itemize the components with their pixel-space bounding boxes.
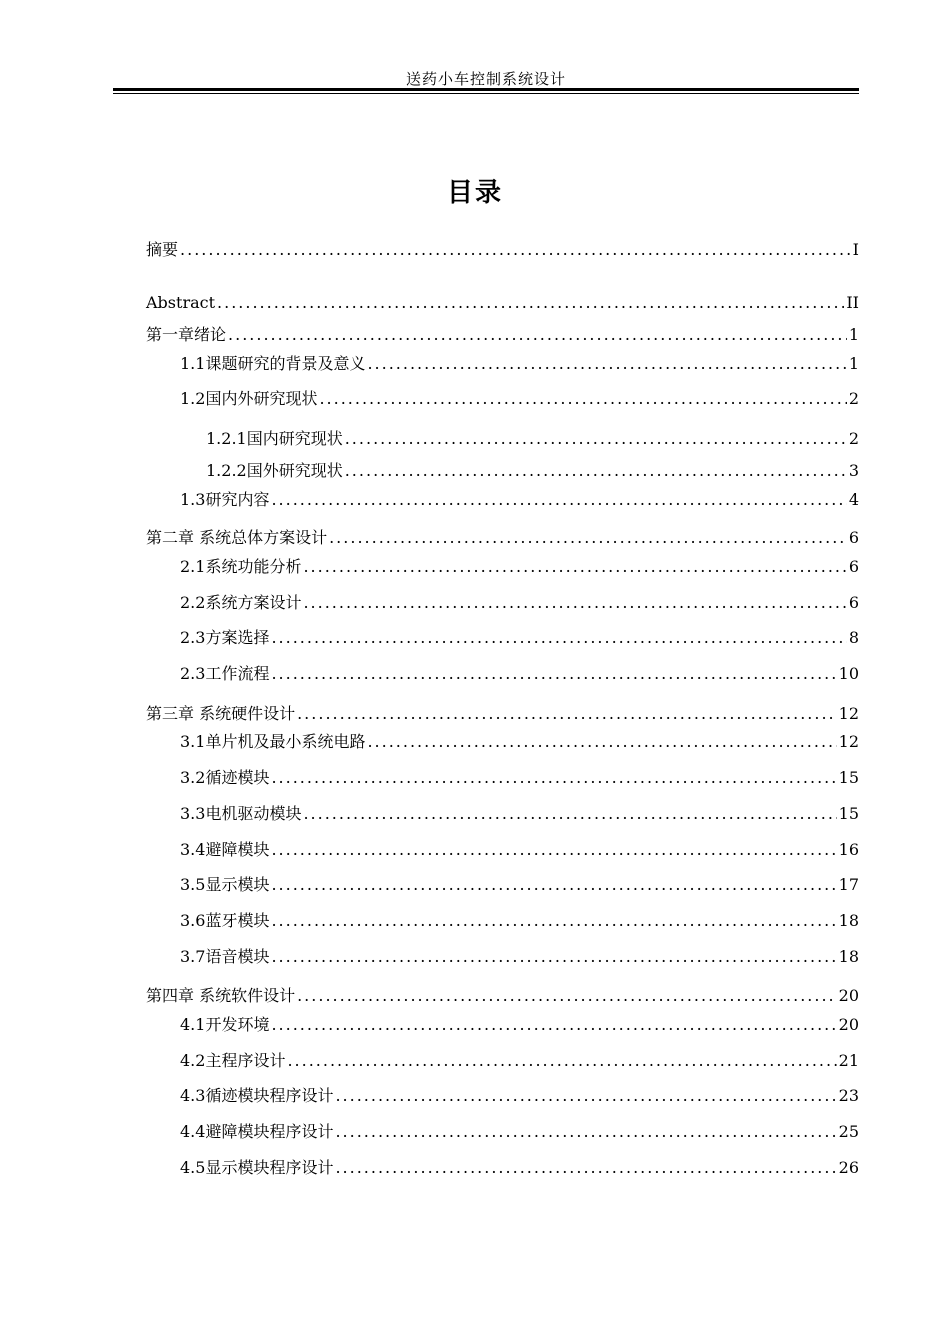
toc-entry-page: 2 (848, 429, 859, 448)
toc-entry-label: 1.2.2国外研究现状 (206, 461, 343, 480)
toc-entry-label: 2.3工作流程 (180, 664, 270, 683)
toc-entry-label: 3.4避障模块 (180, 840, 270, 859)
toc-entry[interactable] (180, 664, 859, 684)
toc-entry-label: 4.5显示模块程序设计 (180, 1158, 334, 1177)
toc-entry[interactable] (146, 528, 859, 548)
toc-leader-dots (303, 557, 846, 577)
toc-entry-label: 3.3电机驱动模块 (180, 804, 302, 823)
toc-entry-page: 3 (848, 461, 859, 480)
toc-entry-page: 2 (848, 389, 859, 408)
toc-entry[interactable] (206, 461, 859, 481)
toc-entry-page: 21 (838, 1051, 859, 1070)
toc-entry[interactable] (180, 389, 859, 409)
toc-entry[interactable] (146, 240, 859, 260)
toc-entry-label: 第二章 系统总体方案设计 (146, 528, 328, 547)
toc-entry[interactable] (146, 293, 859, 313)
toc-entry[interactable] (180, 1158, 859, 1178)
toc-leader-dots (271, 875, 836, 895)
toc-entry-page: 4 (848, 490, 859, 509)
toc-entry-page: 20 (838, 986, 859, 1005)
toc-leader-dots (297, 986, 837, 1006)
toc-entry-page: 1 (848, 354, 859, 373)
toc-entry-page: 10 (838, 664, 859, 683)
toc-entry-label: 4.4避障模块程序设计 (180, 1122, 334, 1141)
toc-entry[interactable] (180, 875, 859, 895)
toc-entry-page: 6 (848, 593, 859, 612)
toc-leader-dots (335, 1158, 836, 1178)
toc-entry-label: Abstract (146, 293, 216, 312)
toc-leader-dots (335, 1122, 836, 1142)
toc-leader-dots (303, 804, 836, 824)
toc-leader-dots (217, 293, 844, 313)
toc-entry-label: 3.7语音模块 (180, 947, 270, 966)
toc-entry[interactable] (180, 354, 859, 374)
toc-leader-dots (271, 664, 836, 684)
toc-entry[interactable] (180, 1015, 859, 1035)
toc-entry-label: 第一章绪论 (146, 325, 227, 344)
toc-entry-page: 18 (838, 911, 859, 930)
toc-leader-dots (271, 490, 846, 510)
toc-entry[interactable] (180, 732, 859, 752)
toc-leader-dots (271, 628, 846, 648)
toc-leader-dots (180, 240, 851, 260)
toc-entry-page: 6 (848, 528, 859, 547)
toc-leader-dots (329, 528, 847, 548)
toc-entry-page: 15 (838, 804, 859, 823)
toc-entry-page: 17 (838, 875, 859, 894)
toc-entry[interactable] (180, 911, 859, 931)
toc-title: 目录 (446, 178, 503, 208)
toc-entry[interactable] (180, 490, 859, 510)
toc-entry-label: 4.1开发环境 (180, 1015, 270, 1034)
toc-entry-page: 18 (838, 947, 859, 966)
toc-leader-dots (297, 704, 837, 724)
toc-entry-page: 20 (838, 1015, 859, 1034)
toc-entry-label: 1.1课题研究的背景及意义 (180, 354, 366, 373)
toc-entry[interactable] (180, 804, 859, 824)
toc-entry-page: 23 (838, 1086, 859, 1105)
toc-leader-dots (335, 1086, 836, 1106)
toc-entry-label: 3.2循迹模块 (180, 768, 270, 787)
toc-entry-page: I (852, 240, 859, 259)
toc-entry[interactable] (180, 1086, 859, 1106)
toc-entry-label: 1.2.1国内研究现状 (206, 429, 343, 448)
toc-entry[interactable] (180, 1122, 859, 1142)
toc-entry[interactable] (180, 593, 859, 613)
toc-entry[interactable] (180, 768, 859, 788)
toc-entry[interactable] (180, 947, 859, 967)
toc-entry-label: 4.3循迹模块程序设计 (180, 1086, 334, 1105)
toc-entry-label: 3.5显示模块 (180, 875, 270, 894)
toc-leader-dots (271, 1015, 836, 1035)
toc-entry[interactable] (146, 325, 859, 345)
toc-entry-page: 12 (838, 704, 859, 723)
toc-leader-dots (228, 325, 847, 345)
toc-entry[interactable] (146, 704, 859, 724)
toc-entry-label: 3.1单片机及最小系统电路 (180, 732, 366, 751)
toc-leader-dots (367, 354, 846, 374)
toc-entry-page: 25 (838, 1122, 859, 1141)
toc-leader-dots (271, 911, 836, 931)
toc-entry[interactable] (206, 429, 859, 449)
toc-entry-label: 摘要 (146, 240, 179, 259)
toc-leader-dots (345, 429, 847, 449)
toc-entry[interactable] (146, 986, 859, 1006)
toc-entry[interactable] (180, 557, 859, 577)
toc-leader-dots (271, 947, 836, 967)
toc-entry-page: 6 (848, 557, 859, 576)
toc-entry-label: 2.2系统方案设计 (180, 593, 302, 612)
toc-entry-page: 12 (838, 732, 859, 751)
toc-entry[interactable] (180, 628, 859, 648)
toc-entry-label: 1.3研究内容 (180, 490, 270, 509)
toc-entry-label: 第四章 系统软件设计 (146, 986, 296, 1005)
toc-leader-dots (287, 1051, 836, 1071)
toc-leader-dots (271, 840, 836, 860)
toc-leader-dots (319, 389, 846, 409)
toc-entry-page: 8 (848, 628, 859, 647)
toc-leader-dots (367, 732, 836, 752)
toc-entry[interactable] (180, 840, 859, 860)
toc-entry-label: 第三章 系统硬件设计 (146, 704, 296, 723)
toc-leader-dots (303, 593, 846, 613)
toc-leader-dots (271, 768, 836, 788)
toc-entry-page: 16 (838, 840, 859, 859)
toc-entry-label: 1.2国内外研究现状 (180, 389, 318, 408)
toc-entry[interactable] (180, 1051, 859, 1071)
toc-entry-label: 2.3方案选择 (180, 628, 270, 647)
toc-entry-page: 15 (838, 768, 859, 787)
toc-entry-page: 26 (838, 1158, 859, 1177)
toc-entry-page: II (846, 293, 859, 312)
header-title: 送药小车控制系统设计 (405, 70, 566, 88)
toc-leader-dots (345, 461, 847, 481)
toc-entry-label: 3.6蓝牙模块 (180, 911, 270, 930)
toc-entry-label: 4.2主程序设计 (180, 1051, 286, 1070)
toc-entry-label: 2.1系统功能分析 (180, 557, 302, 576)
toc-entry-page: 1 (848, 325, 859, 344)
